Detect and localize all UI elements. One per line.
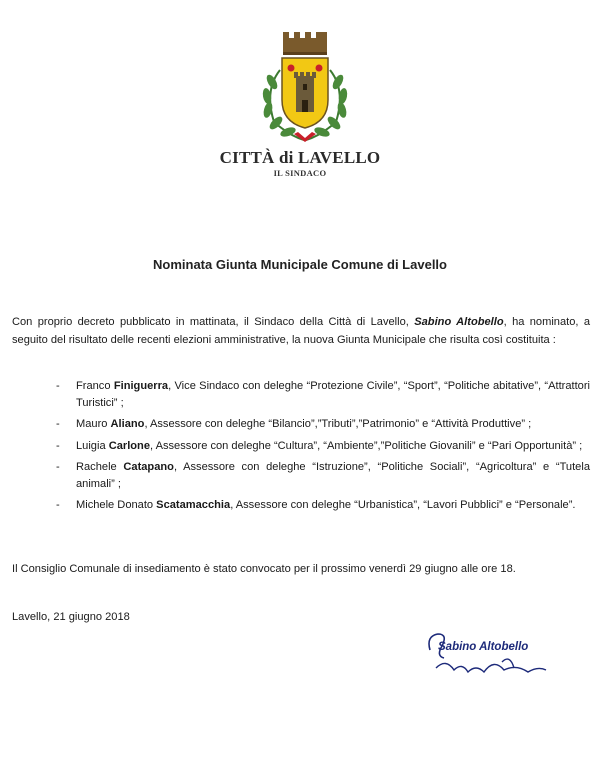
member-first-name: Luigia (76, 439, 109, 452)
tower-icon (294, 72, 316, 112)
member-first-name: Michele Donato (76, 499, 157, 511)
list-item (42, 497, 590, 514)
member-role: , Vice Sindaco con deleghe “Protezione Civile”, “Sport”, “Politiche abitative”, “Attrattori Turistici” ; (76, 380, 591, 409)
handwritten-signature (424, 628, 554, 680)
mayor-name: Sabino Altobello (414, 316, 504, 328)
office-label: IL SINDACO (273, 168, 327, 178)
intro-text-start: Con proprio decreto pubblicato in mattinata, il Sindaco della Città di Lavello, (12, 316, 415, 328)
crown-icon (283, 32, 327, 55)
list-item (42, 438, 590, 455)
member-last-name: Scatamacchia (156, 499, 231, 511)
list-item (42, 459, 590, 492)
member-last-name: Carlone (108, 439, 151, 452)
member-last-name: Aliano (110, 418, 145, 430)
members-list (42, 378, 590, 519)
member-role: , Assessore con deleghe “Urbanistica”, “Lavori Pubblici” e “Personale”. (230, 499, 576, 511)
member-role: , Assessore con deleghe “Cultura”, “Ambiente”,”Politiche Giovanili” e “Pari Opportunità” ; (150, 439, 583, 452)
closing-paragraph: Il Consiglio Comunale di insediamento è stato convocato per il prossimo venerdì 29 giugno alle ore 18. (12, 563, 516, 575)
member-role: , Assessore con deleghe “Istruzione”, “Politiche Sociali”, “Agricoltura” e “Tutela animali” ; (76, 461, 590, 490)
member-first-name: Franco (76, 380, 114, 392)
date-line: Lavello, 21 giugno 2018 (12, 611, 130, 623)
member-first-name: Rachele (76, 461, 124, 473)
member-last-name: Catapano (123, 461, 174, 473)
member-last-name: Finiguerra (113, 380, 169, 392)
list-item (42, 378, 590, 411)
city-name: CITTÀ di LAVELLO (219, 148, 381, 167)
list-item (42, 416, 590, 433)
member-first-name: Mauro (76, 418, 111, 430)
signer-name: Sabino Altobello (438, 641, 529, 653)
member-role: , Assessore con deleghe “Bilancio”,”Tributi”,”Patrimonio” e “Attività Produttive” ; (144, 418, 532, 430)
intro-text-end: , ha nominato, a seguito del risultato delle recenti elezioni amministrative, la nuova Giunta Municipale che risulta così costituita : (12, 316, 591, 346)
coat-of-arms-emblem (250, 30, 360, 145)
intro-paragraph (12, 314, 590, 349)
document-title: Nominata Giunta Municipale Comune di Lavello (153, 257, 447, 272)
